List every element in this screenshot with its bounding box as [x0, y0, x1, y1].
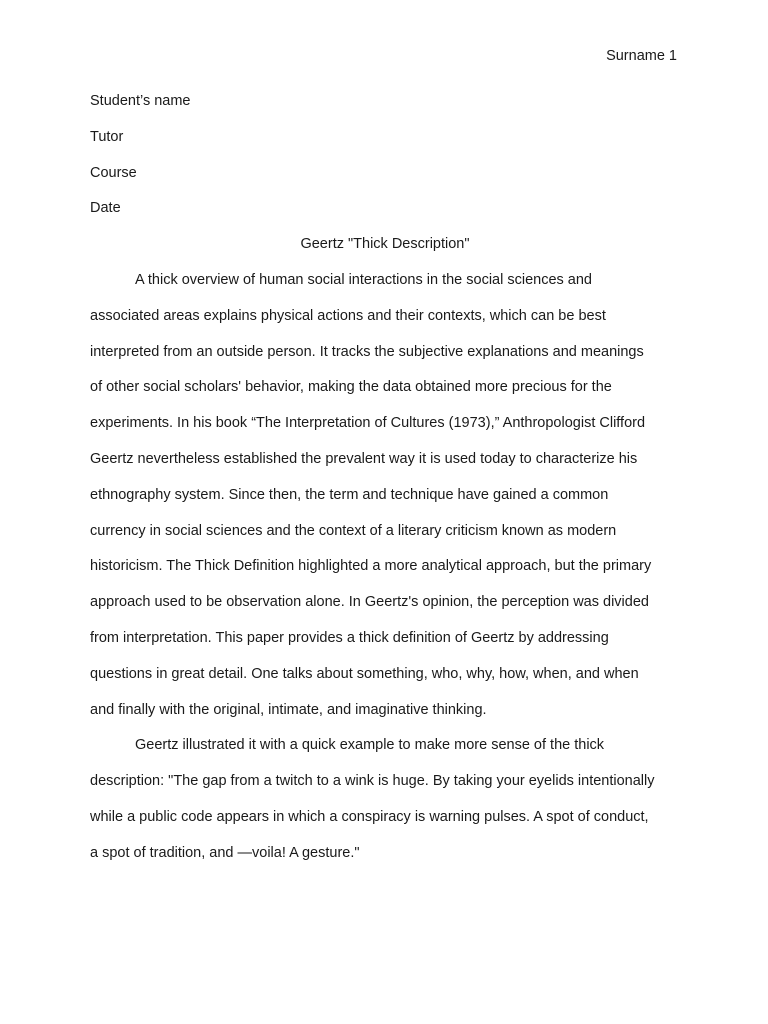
paragraph-2	[90, 728, 680, 871]
paragraph-line: approach used to be observation alone. In Geertz's opinion, the perception was divided	[90, 594, 649, 611]
paragraph-line: A thick overview of human social interactions in the social sciences and	[135, 271, 592, 288]
tutor-line: Tutor	[90, 128, 124, 145]
paragraph-line: and finally with the original, intimate, and imaginative thinking.	[90, 701, 487, 718]
paragraph-line: experiments. In his book “The Interpretation of Cultures (1973),” Anthropologist Clifford	[90, 415, 646, 432]
paragraph-line: ethnography system. Since then, the term and technique have gained a common	[90, 486, 609, 503]
paragraph-line: description: "The gap from a twitch to a wink is huge. By taking your eyelids intentionally	[90, 773, 655, 790]
paragraph-line: questions in great detail. One talks about something, who, why, how, when, and when	[90, 665, 639, 682]
paragraph-line: Geertz nevertheless established the prevalent way it is used today to characterize his	[90, 450, 638, 467]
date-line: Date	[90, 200, 121, 217]
student-name-line: Student’s name	[90, 93, 191, 109]
paragraph-line: associated areas explains physical actions and their contexts, which can be best	[90, 307, 606, 324]
paragraph-line: from interpretation. This paper provides a thick definition of Geertz by addressing	[90, 629, 609, 646]
paragraph-line: a spot of tradition, and —voila! A gesture."	[90, 844, 360, 861]
paragraph-line: while a public code appears in which a conspiracy is warning pulses. A spot of conduct,	[90, 808, 649, 825]
document-body	[90, 84, 680, 872]
essay-title: Geertz "Thick Description"	[300, 236, 470, 253]
paragraph-line: interpreted from an outside person. It tracks the subjective explanations and meanings	[90, 343, 644, 360]
running-head: Surname 1	[606, 48, 677, 64]
course-line: Course	[90, 164, 137, 181]
paragraph-line: Geertz illustrated it with a quick example to make more sense of the thick	[135, 737, 605, 754]
paragraph-1	[90, 263, 680, 728]
paragraph-line: currency in social sciences and the context of a literary criticism known as modern	[90, 522, 617, 539]
paragraph-line: of other social scholars' behavior, making the data obtained more precious for the	[90, 379, 612, 396]
paragraph-line: historicism. The Thick Definition highlighted a more analytical approach, but the primary	[90, 558, 652, 575]
